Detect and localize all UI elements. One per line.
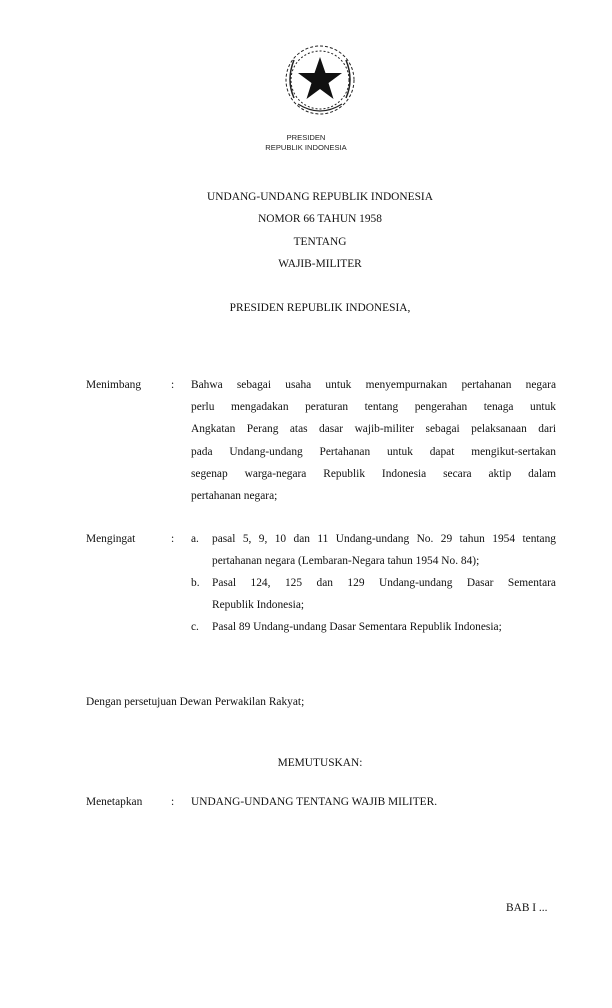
- memutuskan-heading: MEMUTUSKAN:: [277, 757, 363, 769]
- page-continuation: BAB I ...: [506, 902, 548, 914]
- document-tentang: TENTANG: [293, 236, 347, 248]
- menetapkan-label: Menetapkan: [86, 796, 143, 808]
- mengingat-item-c-marker: c.: [191, 621, 199, 633]
- mengingat-label: Mengingat: [86, 533, 136, 545]
- garuda-star-wreath-emblem-icon: [280, 40, 360, 120]
- emblem-caption-republik: REPUBLIK INDONESIA: [265, 143, 347, 152]
- mengingat-item-a-marker: a.: [191, 533, 199, 545]
- issuer-heading: PRESIDEN REPUBLIK INDONESIA,: [229, 302, 411, 314]
- menimbang-text: Bahwa sebagai usaha untuk menyempurnakan pertahanan negara perlu mengadakan peraturan tentang pengerahan tenaga untuk Angkatan Perang atas dasar wajib-militer sebagai pelaksanaan dari pada Undang-undang Pertahanan untuk dapat mengikut-sertakan segenap warga-negara Republik Indonesia secara aktip dalam pertahanan negara;: [191, 379, 556, 503]
- document-number: NOMOR 66 TAHUN 1958: [258, 213, 382, 225]
- persetujuan-text: Dengan persetujuan Dewan Perwakilan Rakyat;: [86, 696, 305, 708]
- menimbang-colon: :: [171, 379, 175, 391]
- document-subject: WAJIB-MILITER: [278, 258, 362, 270]
- mengingat-item-a: pasal 5, 9, 10 dan 11 Undang-undang No. 29 tahun 1954 tentang pertahanan negara (Lembaran-Negara tahun 1954 No. 84);: [212, 533, 556, 568]
- mengingat-item-b: Pasal 124, 125 dan 129 Undang-undang Dasar Sementara Republik Indonesia;: [212, 577, 556, 612]
- menetapkan-colon: :: [171, 796, 175, 808]
- menetapkan-text: UNDANG-UNDANG TENTANG WAJIB MILITER.: [191, 796, 438, 808]
- document-title: UNDANG-UNDANG REPUBLIK INDONESIA: [207, 191, 433, 203]
- emblem-caption-presiden: PRESIDEN: [286, 133, 326, 142]
- mengingat-item-c: Pasal 89 Undang-undang Dasar Sementara Republik Indonesia;: [212, 621, 502, 633]
- mengingat-colon: :: [171, 533, 175, 545]
- menimbang-label: Menimbang: [86, 379, 142, 391]
- mengingat-item-b-marker: b.: [191, 577, 200, 589]
